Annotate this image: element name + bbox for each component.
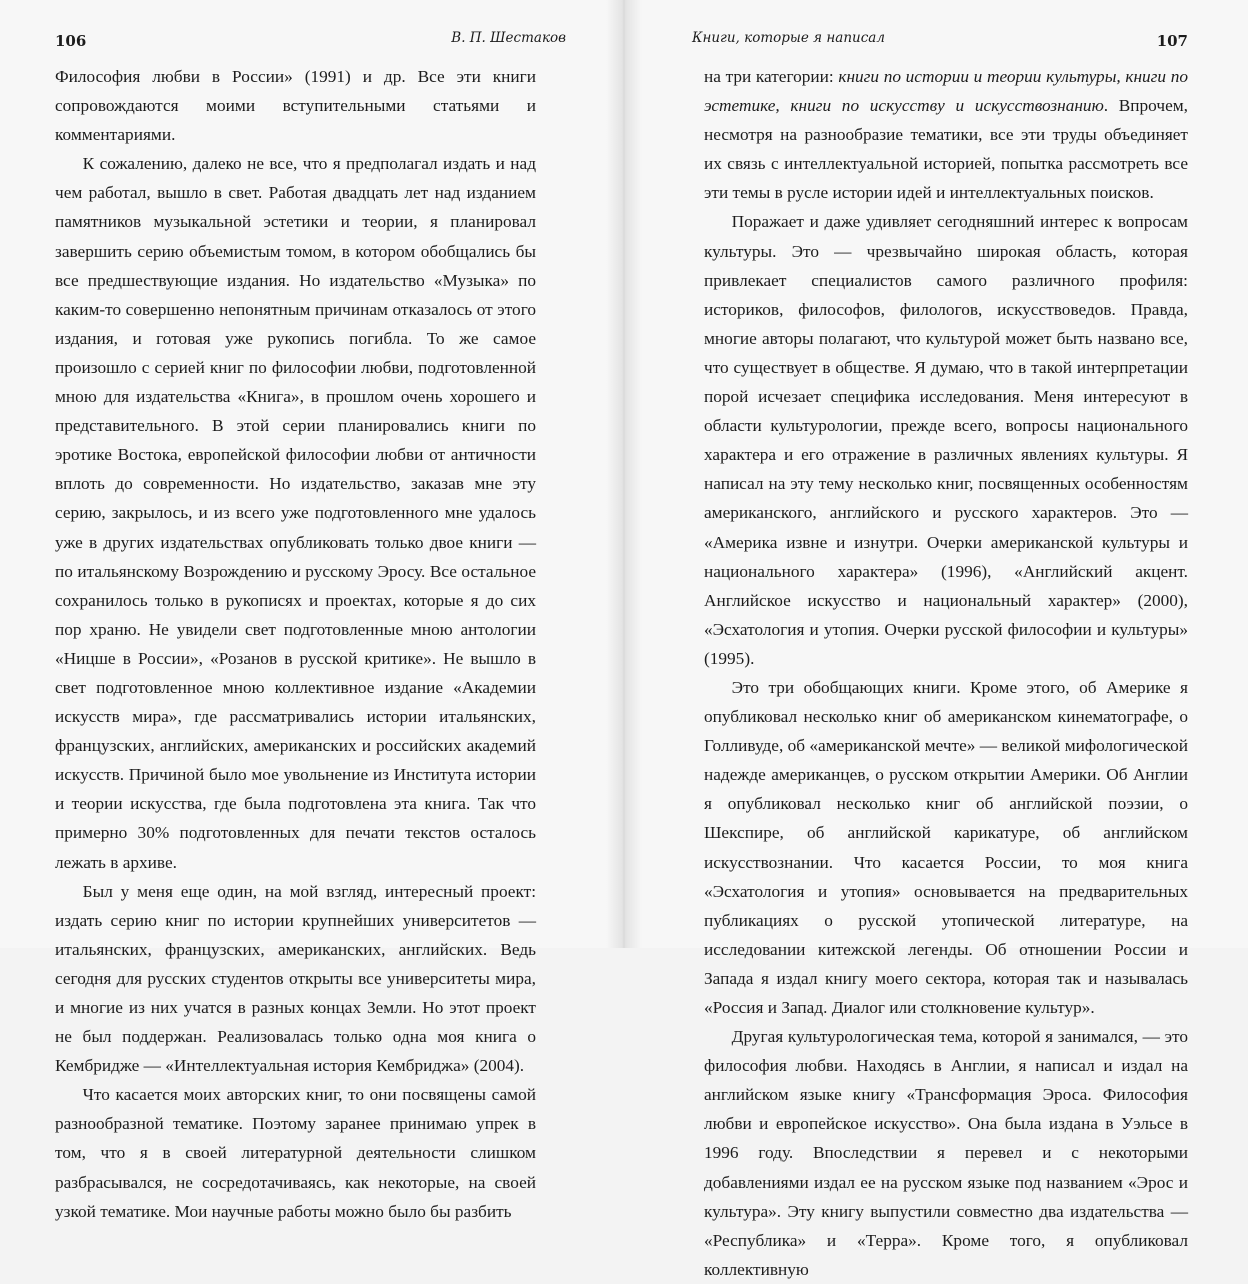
paragraph: Что касается моих авторских книг, то они посвящены самой разнообразной тематике. Поэтому заранее принимаю упрек в том, что я в своей литературной деятельности слишком разбрасывался, не сосредотачиваясь, как некоторые, на своей узкой тематике. Мои научные работы можно было бы разбить xyxy=(55,1085,536,1221)
paragraph xyxy=(704,62,1188,207)
left-running-head: В. П. Шестаков xyxy=(451,30,566,46)
right-page-number: 107 xyxy=(1156,32,1188,50)
left-page-header xyxy=(55,30,566,52)
paragraph: К сожалению, далеко не все, что я предполагал издать и над чем работал, вышло в свет. Работая двадцать лет над изданием памятников музыкальной эстетики и теории, я планировал завершить серию объемистым томом, в котором обобщались бы все предшествующие издания. Но издательство «Музыка» по каким-то совершенно непонятным причинам отказалось от этого издания, и готовая уже рукопись погибла. То же самое произошло с серией книг по философии любви, подготовленной мною для издательства «Книга», в прошлом очень хорошего и представительного. В этой серии планировались книги по эротике Востока, европейской философии любви от античности вплоть до современности. Но издательство, заказав мне эту серию, закрылось, и из всего уже подготовленного мне удалось уже в других издательствах опубликовать только двое книги — по итальянскому Возрождению и русскому Эросу. Все остальное сохранилось только в рукописях и проектах, которые я до сих пор храню. Не увидели свет подготовленные мною антологии «Ницше в России», «Розанов в русской критике». Не вышло в свет подготовленное мною коллективное издание «Академии искусств мира», где рассматривались истории итальянских, французских, английских, американских и российских академий искусств. Причиной было мое увольнение из Института истории и теории искусства, где была подготовлена эта книга. Так что примерно 30% подготовленных для печати текстов осталось лежать в архиве. xyxy=(55,154,536,872)
right-page xyxy=(624,0,1248,1279)
left-page-number: 106 xyxy=(55,32,87,50)
paragraph-tail: . Впрочем, несмотря на разнообразие тематики, все эти труды объединяет их связь с интеллектуальной историей, попытка рассмотреть все эти темы в русле истории идей и интеллектуальных поисков. xyxy=(704,96,1188,203)
paragraph: Это три обобщающих книги. Кроме этого, об Америке я опубликовал несколько книг об американском кинематографе, о Голливуде, об «американской мечте» — великой мифологической надежде американцев, о русском открытии Америки. Об Англии я опубликовал несколько книг об английской поэзии, о Шекспире, об английской карикатуре, об английском искусствознании. Что касается России, то моя книга «Эсхатология и утопия» основывается на предварительных публикациях о русской утопической литературе, на исследовании китежской легенды. Об отношении России и Запада я издал книгу моего сектора, которая так и называлась «Россия и Запад. Диалог или столкновение культур». xyxy=(704,677,1188,1017)
paragraph: Философия любви в России» (1991) и др. Все эти книги сопровождаются моими вступительными статьями и комментариями. xyxy=(55,67,536,145)
emphasized-categories: книги по истории и теории культуры, книги по эстетике, книги по искусству и искусствознанию xyxy=(704,67,1188,116)
right-page-header xyxy=(692,30,1188,52)
left-page xyxy=(0,0,624,1221)
right-page-text xyxy=(704,62,1188,1284)
paragraph-lead: на три категории: xyxy=(704,67,839,86)
paragraph: Был у меня еще один, на мой взгляд, интересный проект: издать серию книг по истории крупнейших университетов — итальянских, французских, американских, английских. Ведь сегодня для русских студентов открыты все университеты мира, и многие из них учатся в разных концах Земли. Но этот проект не был поддержан. Реализовалась только одна моя книга о Кембридже — «Интеллектуальная история Кембриджа» (2004). xyxy=(55,881,536,1076)
right-running-head: Книги, которые я написал xyxy=(692,30,885,46)
left-page-text xyxy=(55,62,536,1226)
paragraph: Другая культурологическая тема, которой я занимался, — это философия любви. Находясь в Англии, я написал и издал на английском языке книгу «Трансформация Эроса. Философия любви и европейское искусство». Она была издана в Уэльсе в 1996 году. Впоследствии я перевел и с некоторыми добавлениями издал ее на русском языке под названием «Эрос и культура». Эту книгу выпустили совместно два издательства — «Республика» и «Терра». Кроме того, я опубликовал коллективную xyxy=(704,1027,1188,1279)
paragraph: Поражает и даже удивляет сегодняшний интерес к вопросам культуры. Это — чрезвычайно широкая область, которая привлекает специалистов самого различного профиля: историков, философов, филологов, искусствоведов. Правда, многие авторы полагают, что культурой может быть названо все, что существует в обществе. Я думаю, что в такой интерпретации порой исчезает специфика исследования. Меня интересуют в области культурологии, прежде всего, вопросы национального характера и его отражение в различных явлениях культуры. Я написал на эту тему несколько книг, посвященных особенностям американского, английского и русского характеров. Это — «Америка извне и изнутри. Очерки американской культуры и национального характера» (1996), «Английский акцент. Английское искусство и национальный характер» (2000), «Эсхатология и утопия. Очерки русской философии и культуры» (1995). xyxy=(704,212,1188,668)
